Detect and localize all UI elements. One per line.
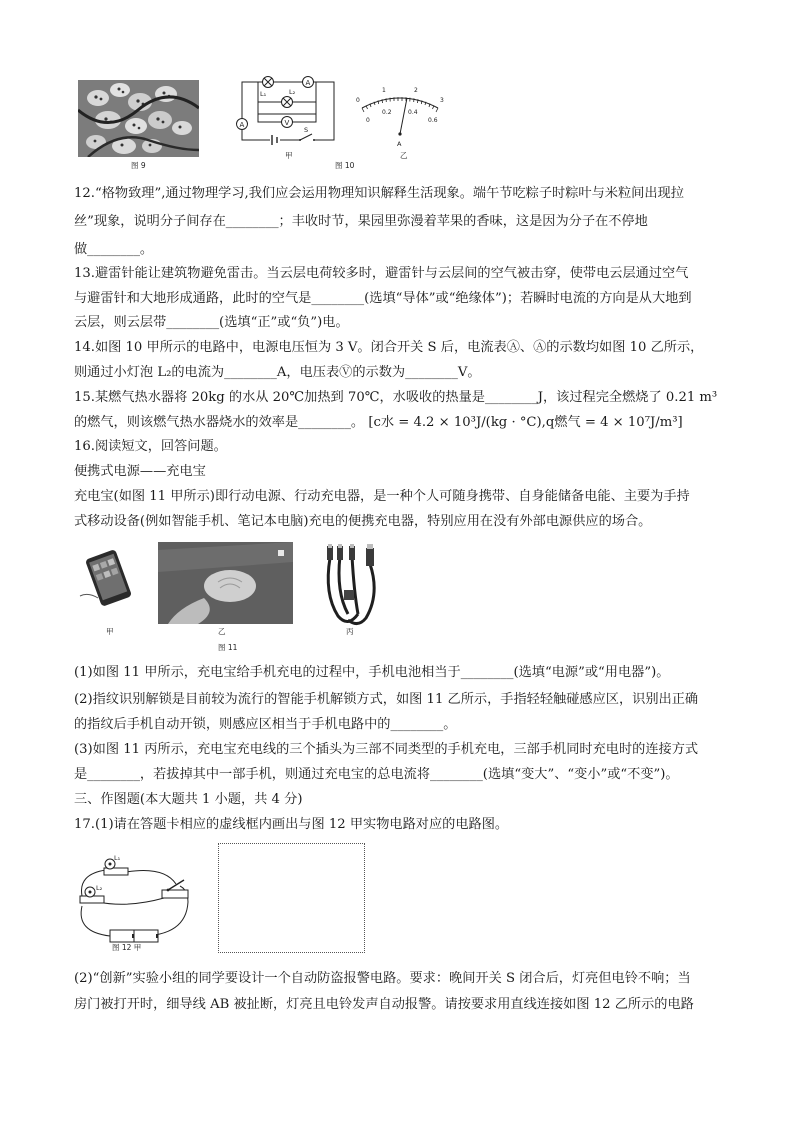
- svg-text:3: 3: [440, 97, 444, 104]
- figure-10-left-label: 甲: [285, 151, 293, 160]
- question-16-sub-2-line-2: 的指纹后手机自动开锁，则感应区相当于手机电路中的________。: [74, 717, 457, 732]
- figure-10-caption: 图 10: [335, 161, 355, 170]
- question-16-sub-3-line-1: (3)如图 11 丙所示，充电宝充电线的三个插头为三部不同类型的手机充电，三部手机同时充电时的连接方式: [74, 742, 699, 757]
- question-16-title: 16.阅读短文，回答问题。: [74, 439, 227, 454]
- question-12-line-3: 做________。: [74, 242, 154, 257]
- question-13-line-2: 与避雷针和大地形成通路，此时的空气是________(选填“导体”或“绝缘体”)；若瞬时电流的方向是从大地到: [74, 291, 692, 306]
- ammeter-a1-icon: [303, 77, 314, 88]
- question-16-sub-3-line-2: 是________，若拔掉其中一部手机，则通过充电宝的总电流将________(选填“变大”、“变小”或“不变”)。: [74, 767, 679, 782]
- article-paragraph-line-1: 充电宝(如图 11 甲所示)即行动电源、行动充电器，是一种个人可随身携带、自身能储备电能、主要为手持: [74, 489, 690, 504]
- dial-ticks: [362, 97, 438, 112]
- question-16-sub-2-line-1: (2)指纹识别解锁是目前较为流行的智能手机解锁方式，如图 11 乙所示，手指轻轻触碰感应区，识别出正确: [74, 692, 699, 707]
- dial-needle: [400, 98, 407, 134]
- svg-text:L₁: L₁: [260, 90, 267, 98]
- svg-text:2: 2: [414, 87, 418, 94]
- figure-12-caption: 图 12 甲: [112, 943, 142, 952]
- figure-11-label-yi: 乙: [218, 627, 226, 636]
- svg-text:0.2: 0.2: [382, 109, 392, 116]
- question-15-line-2: 的燃气，则该燃气热水器烧水的效率是________。 [c水 = 4.2 × 10³J/(kg · °C),q燃气 = 4 × 10⁷J/m³]: [74, 415, 683, 430]
- svg-text:A: A: [397, 140, 402, 148]
- question-12-line-1: 12.“格物致理”,通过物理学习,我们应会运用物理知识解释生活现象。端午节吃粽子时粽叶与米粒间出现拉: [74, 186, 684, 201]
- figure-11-label-jia: 甲: [106, 627, 114, 636]
- svg-text:A: A: [305, 79, 311, 87]
- question-14-line-1: 14.如图 10 甲所示的电路中，电源电压恒为 3 V。闭合开关 S 后，电流表Ⓐ、Ⓐ的示数均如图 10 乙所示，: [74, 340, 704, 355]
- lamp-l1-icon: [263, 77, 274, 88]
- section-3-heading: 三、作图题(本大题共 1 小题，共 4 分): [74, 792, 303, 807]
- question-16-sub-1: (1)如图 11 甲所示，充电宝给手机充电的过程中，手机电池相当于________(选填“电源”或“用电器”)。: [74, 665, 670, 680]
- static-electricity-photo: [78, 80, 199, 157]
- figure-11-cable-photo: [318, 544, 384, 630]
- svg-text:0.4: 0.4: [408, 109, 418, 116]
- question-13-line-3: 云层，则云层带________(选填“正”或“负”)电。: [74, 315, 349, 330]
- svg-text:L₁: L₁: [114, 854, 121, 862]
- ammeter-a-icon: [237, 119, 248, 130]
- svg-text:0: 0: [366, 117, 370, 124]
- figure-11-label-bing: 丙: [346, 627, 354, 636]
- switch-icon: [299, 134, 315, 144]
- svg-text:A: A: [239, 121, 245, 129]
- question-17-part-2-line-1: (2)“创新”实验小组的同学要设计一个自动防盗报警电路。要求：晚间开关 S 闭合后，灯亮但电铃不响；当: [74, 971, 691, 986]
- svg-text:S: S: [304, 126, 309, 134]
- question-14-line-2: 则通过小灯泡 L₂的电流为________A，电压表Ⓥ的示数为________V。: [74, 365, 481, 380]
- question-15-line-1: 15.某燃气热水器将 20kg 的水从 20℃加热到 70℃，水吸收的热量是________J，该过程完全燃烧了 0.21 m³: [74, 390, 718, 405]
- figure-11-phone-photo: [78, 546, 144, 606]
- figure-9-photo: [78, 80, 199, 157]
- battery-icon: [270, 134, 280, 146]
- question-17-part-1: 17.(1)请在答题卡相应的虚线框内画出与图 12 甲实物电路对应的电路图。: [74, 817, 509, 832]
- figure-10-ammeter-dial: [352, 82, 448, 148]
- svg-text:0.6: 0.6: [428, 117, 438, 124]
- svg-text:1: 1: [382, 87, 386, 94]
- svg-text:L₂: L₂: [96, 884, 103, 892]
- svg-text:0: 0: [356, 97, 360, 104]
- lamp-l2-icon: [282, 97, 293, 108]
- article-paragraph-line-2: 式移动设备(例如智能手机、笔记本电脑)充电的便携充电器，特别应用在没有外部电源供应的场合。: [74, 514, 652, 529]
- question-17-part-2-line-2: 房门被打开时，细导线 AB 被扯断，灯亮且电铃发声自动报警。请按要求用直线连接如图 12 乙所示的电路: [74, 997, 694, 1012]
- question-12-line-2: 丝”现象，说明分子间存在________；丰收时节，果园里弥漫着苹果的香味，这是因为分子在不停地: [74, 214, 648, 229]
- figure-10-circuit: [234, 74, 342, 148]
- voltmeter-icon: [282, 117, 293, 128]
- svg-text:V: V: [284, 119, 290, 127]
- article-title: 便携式电源——充电宝: [74, 464, 206, 479]
- figure-9-caption: 图 9: [131, 161, 146, 170]
- answer-dashed-box[interactable]: [218, 843, 365, 953]
- figure-12-physical-circuit: [68, 852, 204, 950]
- question-13-line-1: 13.避雷针能让建筑物避免雷击。当云层电荷较多时，避雷针与云层间的空气被击穿，使带电云层通过空气: [74, 266, 689, 281]
- figure-10-right-label: 乙: [400, 151, 408, 160]
- figure-11-caption: 图 11: [218, 643, 238, 652]
- battery-pack-icon: [110, 930, 158, 942]
- svg-text:L₂: L₂: [289, 88, 296, 96]
- figure-11-fingerprint-photo: [158, 542, 293, 624]
